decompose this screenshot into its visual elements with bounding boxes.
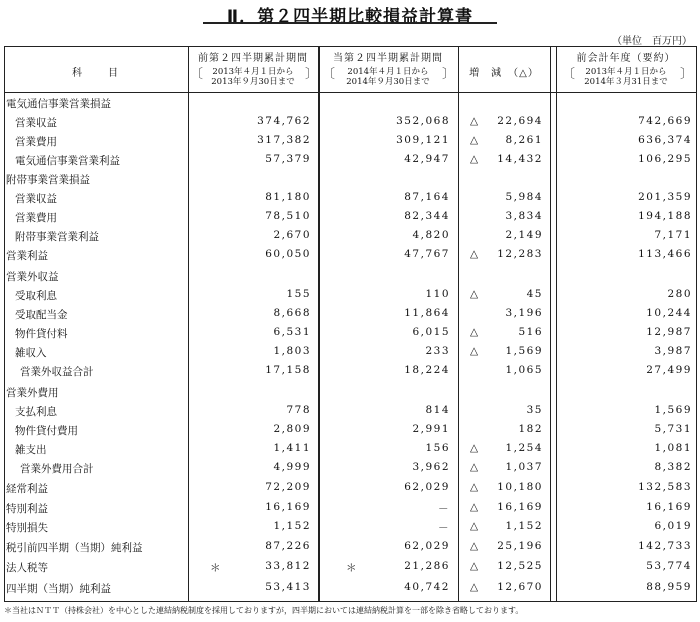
header-py: 前会計年度（要約）	[576, 53, 676, 64]
prev-value: 81,180	[265, 191, 311, 203]
prev-value: 778	[286, 404, 311, 416]
table-row	[0, 420, 700, 439]
row-label: 営業利益	[6, 250, 48, 262]
change-value: 25,196	[497, 540, 543, 552]
header-prev-period: 2013年４月１日から 2013年９月30日まで	[211, 67, 295, 87]
table-row	[0, 131, 700, 150]
table-row	[0, 323, 700, 342]
py-value: 16,169	[646, 501, 692, 513]
change-sign: △	[470, 560, 479, 572]
prev-value: 57,379	[265, 153, 311, 165]
prev-value: 374,762	[257, 115, 311, 127]
table-row	[0, 342, 700, 361]
header-curr: 当第２四半期累計期間	[333, 53, 443, 64]
row-label: 営業外収益	[6, 271, 59, 283]
table-row	[0, 93, 700, 112]
py-value: 5,731	[654, 423, 692, 435]
change-value: 1,569	[505, 345, 543, 357]
curr-value: 18,224	[404, 364, 450, 376]
row-label: 物件貸付料	[15, 328, 68, 340]
prev-value: 60,050	[265, 248, 311, 260]
py-value: 636,374	[638, 134, 692, 146]
table-row	[0, 517, 700, 536]
curr-value: 309,121	[396, 134, 450, 146]
curr-value: 11,864	[404, 307, 450, 319]
change-value: 3,196	[505, 307, 543, 319]
header-prev: 前第２四半期累計期間	[198, 53, 308, 64]
row-label: 営業収益	[15, 117, 57, 129]
curr-value: 40,742	[404, 581, 450, 593]
change-value: 12,525	[497, 560, 543, 572]
table-row	[0, 266, 700, 285]
change-sign: △	[470, 345, 479, 357]
change-sign: △	[470, 540, 479, 552]
prev-value: 8,668	[273, 307, 311, 319]
header-py-period: 2013年４月１日から 2014年３月31日まで	[584, 67, 668, 87]
bracket-right: 〕	[680, 67, 694, 82]
curr-value: 2,991	[412, 423, 450, 435]
bracket-left: 〔	[562, 67, 576, 82]
py-value: 88,959	[646, 581, 692, 593]
title-underline	[203, 22, 497, 24]
table-row	[0, 458, 700, 477]
py-value: 7,171	[654, 229, 692, 241]
table-row	[0, 498, 700, 517]
table-row	[0, 150, 700, 169]
py-value: 8,382	[654, 461, 692, 473]
py-value: 280	[667, 288, 692, 300]
py-value: 194,188	[638, 210, 692, 222]
py-value: 742,669	[638, 115, 692, 127]
prev-value: 16,169	[265, 501, 311, 513]
unit-label: （単位 百万円）	[612, 36, 692, 47]
change-value: 182	[518, 423, 543, 435]
change-sign: △	[470, 581, 479, 593]
change-value: 3,834	[505, 210, 543, 222]
py-value: 113,466	[638, 248, 692, 260]
table-row	[0, 112, 700, 131]
py-value: 12,987	[646, 326, 692, 338]
row-rule	[4, 46, 697, 47]
curr-value: 233	[425, 345, 450, 357]
prev-value: 317,382	[257, 134, 311, 146]
change-sign: △	[470, 520, 479, 532]
py-value: 6,019	[654, 520, 692, 532]
table-row	[0, 401, 700, 420]
prev-value: 2,809	[273, 423, 311, 435]
change-sign: △	[470, 115, 479, 127]
page-title: Ⅱ．第２四半期比較損益計算書	[226, 7, 474, 27]
py-value: 132,583	[638, 481, 692, 493]
curr-value: 82,344	[404, 210, 450, 222]
row-label: 特別損失	[6, 522, 48, 534]
prev-value: 6,531	[273, 326, 311, 338]
change-value: 1,254	[505, 442, 543, 454]
prev-value: 1,803	[273, 345, 311, 357]
change-value: 1,152	[505, 520, 543, 532]
curr-value: 3,962	[412, 461, 450, 473]
py-value: 3,987	[654, 345, 692, 357]
curr-value: 21,286	[404, 560, 450, 572]
curr-value: 4,820	[412, 229, 450, 241]
prev-value: 17,158	[265, 364, 311, 376]
bracket-right: 〕	[442, 67, 456, 82]
row-rule	[4, 601, 697, 602]
row-label: 電気通信事業営業損益	[6, 98, 111, 110]
py-value: 106,295	[638, 153, 692, 165]
bracket-left: 〔	[190, 67, 204, 82]
prev-value: 87,226	[265, 540, 311, 552]
change-value: 12,670	[497, 581, 543, 593]
table-row	[0, 226, 700, 245]
change-sign: △	[470, 134, 479, 146]
table-row	[0, 188, 700, 207]
row-label: 受取配当金	[15, 309, 68, 321]
table-row	[0, 439, 700, 458]
table-row	[0, 361, 700, 380]
curr-value: 352,068	[396, 115, 450, 127]
row-label: 物件貸付費用	[15, 425, 78, 437]
prev-value: 155	[286, 288, 311, 300]
change-value: 22,694	[497, 115, 543, 127]
change-sign: △	[470, 501, 479, 513]
curr-value: 62,029	[404, 540, 450, 552]
change-value: 35	[526, 404, 543, 416]
change-value: 5,984	[505, 191, 543, 203]
row-label: 四半期（当期）純利益	[6, 583, 111, 595]
change-value: 1,037	[505, 461, 543, 473]
change-value: 10,180	[497, 481, 543, 493]
py-value: 10,244	[646, 307, 692, 319]
change-sign: △	[470, 481, 479, 493]
curr-value: 814	[425, 404, 450, 416]
prev-value: 33,812	[265, 560, 311, 572]
table-row	[0, 578, 700, 597]
curr-value: 42,947	[404, 153, 450, 165]
change-value: 45	[526, 288, 543, 300]
table-row	[0, 382, 700, 401]
change-value: 1,065	[505, 364, 543, 376]
table-row	[0, 478, 700, 497]
row-label: 営業費用	[15, 136, 57, 148]
row-label: 附帯事業営業利益	[15, 231, 99, 243]
curr-value: 6,015	[412, 326, 450, 338]
prev-mark: ＊	[210, 562, 221, 574]
prev-value: 53,413	[265, 581, 311, 593]
change-value: 8,261	[505, 134, 543, 146]
row-label: 支払利息	[15, 406, 57, 418]
change-sign: △	[470, 288, 479, 300]
footnote: ＊当社はＮＴＴ（持株会社）を中心とした連結納税制度を採用しておりますが，四半期においては連結納税計算を一部を除き省略しております。	[4, 606, 524, 615]
py-value: 142,733	[638, 540, 692, 552]
change-sign: △	[470, 326, 479, 338]
row-label: 営業外費用合計	[20, 463, 94, 475]
row-label: 税引前四半期（当期）純利益	[6, 542, 143, 554]
prev-value: 2,670	[273, 229, 311, 241]
py-value: 1,569	[654, 404, 692, 416]
table-row	[0, 537, 700, 556]
change-value: 12,283	[497, 248, 543, 260]
py-value: 27,499	[646, 364, 692, 376]
row-label: 営業外費用	[6, 387, 59, 399]
header-item: 科 目	[72, 68, 120, 79]
change-sign: △	[470, 248, 479, 260]
change-value: 516	[518, 326, 543, 338]
row-label: 法人税等	[6, 562, 48, 574]
table-row	[0, 207, 700, 226]
table-row	[0, 304, 700, 323]
change-sign: △	[470, 442, 479, 454]
prev-value: 1,411	[273, 442, 311, 454]
curr-mark: ＊	[346, 562, 357, 574]
row-label: 電気通信事業営業利益	[15, 155, 120, 167]
change-sign: △	[470, 461, 479, 473]
curr-value: 62,029	[404, 481, 450, 493]
py-value: 201,359	[638, 191, 692, 203]
row-label: 特別利益	[6, 503, 48, 515]
change-value: 2,149	[505, 229, 543, 241]
py-value: 1,081	[654, 442, 692, 454]
row-label: 営業収益	[15, 193, 57, 205]
row-label: 営業費用	[15, 212, 57, 224]
row-label: 附帯事業営業損益	[6, 174, 90, 186]
change-value: 16,169	[497, 501, 543, 513]
prev-value: 1,152	[273, 520, 311, 532]
prev-value: 78,510	[265, 210, 311, 222]
table-row	[0, 557, 700, 576]
row-label: 経常利益	[6, 483, 48, 495]
change-sign: △	[470, 153, 479, 165]
change-value: 14,432	[497, 153, 543, 165]
curr-value: －	[438, 522, 450, 534]
header-curr-period: 2014年４月１日から 2014年９月30日まで	[346, 67, 430, 87]
table-row	[0, 245, 700, 264]
row-label: 受取利息	[15, 290, 57, 302]
table-row	[0, 169, 700, 188]
curr-value: －	[438, 503, 450, 515]
bracket-right: 〕	[305, 67, 319, 82]
row-label: 営業外収益合計	[20, 366, 94, 378]
header-change: 増 減 （△）	[469, 68, 539, 79]
py-value: 53,774	[646, 560, 692, 572]
curr-value: 110	[425, 288, 450, 300]
curr-value: 87,164	[404, 191, 450, 203]
prev-value: 72,209	[265, 481, 311, 493]
prev-value: 4,999	[273, 461, 311, 473]
table-row	[0, 285, 700, 304]
row-label: 雑収入	[15, 347, 47, 359]
curr-value: 47,767	[404, 248, 450, 260]
row-label: 雑支出	[15, 444, 47, 456]
curr-value: 156	[425, 442, 450, 454]
bracket-left: 〔	[322, 67, 336, 82]
